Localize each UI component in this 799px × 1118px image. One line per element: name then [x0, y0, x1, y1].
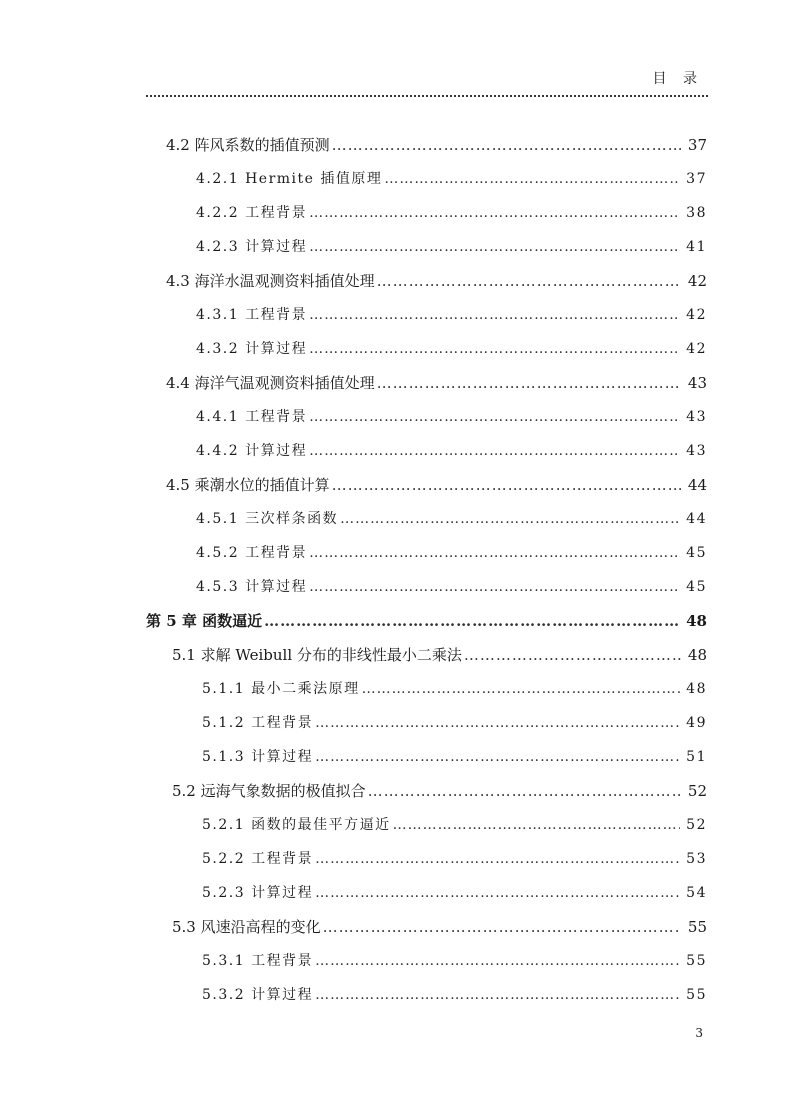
toc-entry-page: 44 [686, 511, 707, 527]
toc-entry[interactable] [196, 168, 707, 190]
toc-entry[interactable] [202, 712, 707, 734]
dot-leader [309, 440, 680, 462]
toc-entry-page: 52 [687, 782, 707, 800]
dot-leader [332, 474, 681, 496]
toc-entry-label: 4.2.3 计算过程 [196, 239, 308, 255]
toc-entry-label: 4.5.1 三次样条函数 [196, 511, 339, 527]
dot-leader [309, 236, 680, 258]
dot-leader [309, 304, 680, 326]
dot-leader [309, 202, 680, 224]
toc-entry[interactable] [196, 236, 707, 258]
dot-leader [464, 644, 681, 666]
toc-entry-label: 5.2 远海气象数据的极值拟合 [172, 782, 366, 800]
toc-entry[interactable] [202, 848, 707, 870]
toc-entry-label: 4.4.1 工程背景 [196, 409, 308, 425]
toc-entry-label: 5.2.2 工程背景 [202, 851, 314, 867]
toc-entry-label: 4.3.1 工程背景 [196, 307, 308, 323]
dot-leader [332, 134, 681, 156]
toc-entry-page: 49 [686, 715, 707, 731]
toc-entry[interactable] [196, 508, 707, 530]
toc-chapter-entry[interactable] [146, 610, 707, 632]
toc-entry[interactable] [172, 644, 707, 666]
toc-entry-label: 4.3 海洋水温观测资料插值处理 [166, 272, 375, 290]
toc-entry-page: 42 [686, 341, 707, 357]
toc-entry-label: 4.2.1 Hermite 插值原理 [196, 171, 383, 187]
dot-leader [315, 712, 680, 734]
toc-entry-page: 37 [687, 136, 707, 154]
toc-entry-page: 48 [687, 646, 707, 664]
dot-leader [362, 678, 681, 700]
toc-entry[interactable] [196, 576, 707, 598]
dot-leader [377, 372, 681, 394]
toc-entry-label: 5.1.2 工程背景 [202, 715, 314, 731]
toc-entry-label: 5.2.1 函数的最佳平方逼近 [202, 817, 391, 833]
toc-entry[interactable] [166, 372, 707, 394]
toc-entry-page: 51 [686, 749, 707, 765]
dot-leader [315, 746, 680, 768]
page-header-title: 目 录 [652, 71, 703, 87]
dot-leader [315, 882, 680, 904]
toc-entry[interactable] [202, 882, 707, 904]
toc-entry[interactable] [172, 780, 707, 802]
toc-entry-label: 5.3.1 工程背景 [202, 953, 314, 969]
toc-entry-label: 4.5.2 工程背景 [196, 545, 308, 561]
toc-entry-label: 4.5.3 计算过程 [196, 579, 308, 595]
toc-entry-label: 第 5 章 函数逼近 [146, 612, 263, 630]
toc-entry-label: 5.3.2 计算过程 [202, 987, 314, 1003]
toc-entry-page: 43 [686, 409, 707, 425]
toc-entry-page: 55 [687, 918, 707, 936]
toc-entry[interactable] [202, 950, 707, 972]
toc-entry[interactable] [202, 746, 707, 768]
dot-leader [323, 916, 681, 938]
toc-entry-page: 52 [686, 817, 707, 833]
dot-leader [309, 576, 680, 598]
toc-entry-page: 38 [686, 205, 707, 221]
dot-leader [309, 406, 680, 428]
toc-entry-page: 41 [686, 239, 707, 255]
toc-entry-label: 4.2 阵风系数的插值预测 [166, 136, 330, 154]
toc-entry[interactable] [196, 542, 707, 564]
toc-entry[interactable] [196, 406, 707, 428]
toc-entry-label: 4.4 海洋气温观测资料插值处理 [166, 374, 375, 392]
dot-leader [384, 168, 680, 190]
toc-entry-label: 4.2.2 工程背景 [196, 205, 308, 221]
toc-entry[interactable] [202, 814, 707, 836]
toc-entry-page: 48 [686, 681, 707, 697]
toc-entry-label: 4.3.2 计算过程 [196, 341, 308, 357]
toc-entry[interactable] [196, 338, 707, 360]
dot-leader [315, 984, 680, 1006]
toc-entry[interactable] [166, 474, 707, 496]
toc-entry-label: 5.1.3 计算过程 [202, 749, 314, 765]
toc-entry[interactable] [202, 984, 707, 1006]
toc-entry-page: 44 [687, 476, 707, 494]
dot-leader [377, 270, 681, 292]
toc-entry-page: 43 [686, 443, 707, 459]
dot-leader [309, 338, 680, 360]
dot-leader [315, 848, 680, 870]
toc-entry-label: 5.1 求解 Weibull 分布的非线性最小二乘法 [172, 646, 462, 664]
dot-leader [309, 542, 680, 564]
page-number: 3 [695, 1026, 703, 1040]
toc-entry-page: 54 [686, 885, 707, 901]
toc-entry-label: 5.3 风速沿高程的变化 [172, 918, 321, 936]
dot-leader [315, 950, 680, 972]
toc-entry-page: 42 [687, 272, 707, 290]
toc-entry[interactable] [196, 202, 707, 224]
toc-entry[interactable] [172, 916, 707, 938]
toc-entry-page: 37 [686, 171, 707, 187]
toc-entry-label: 5.1.1 最小二乘法原理 [202, 681, 360, 697]
toc-entry-page: 45 [686, 579, 707, 595]
toc-entry-page: 48 [686, 612, 707, 630]
toc-entry-page: 55 [686, 987, 707, 1003]
dot-leader [264, 610, 680, 632]
toc-entry-page: 53 [686, 851, 707, 867]
dot-leader [393, 814, 681, 836]
toc-entry[interactable] [196, 304, 707, 326]
toc-entry-page: 43 [687, 374, 707, 392]
header-divider [146, 95, 708, 97]
dot-leader [368, 780, 681, 802]
toc-entry[interactable] [196, 440, 707, 462]
toc-entry[interactable] [166, 134, 707, 156]
toc-entry[interactable] [166, 270, 707, 292]
toc-entry-page: 45 [686, 545, 707, 561]
toc-entry-label: 4.5 乘潮水位的插值计算 [166, 476, 330, 494]
toc-entry[interactable] [202, 678, 707, 700]
toc-entry-page: 55 [686, 953, 707, 969]
toc-entry-page: 42 [686, 307, 707, 323]
dot-leader [340, 508, 680, 530]
toc-entry-label: 4.4.2 计算过程 [196, 443, 308, 459]
toc-entry-label: 5.2.3 计算过程 [202, 885, 314, 901]
